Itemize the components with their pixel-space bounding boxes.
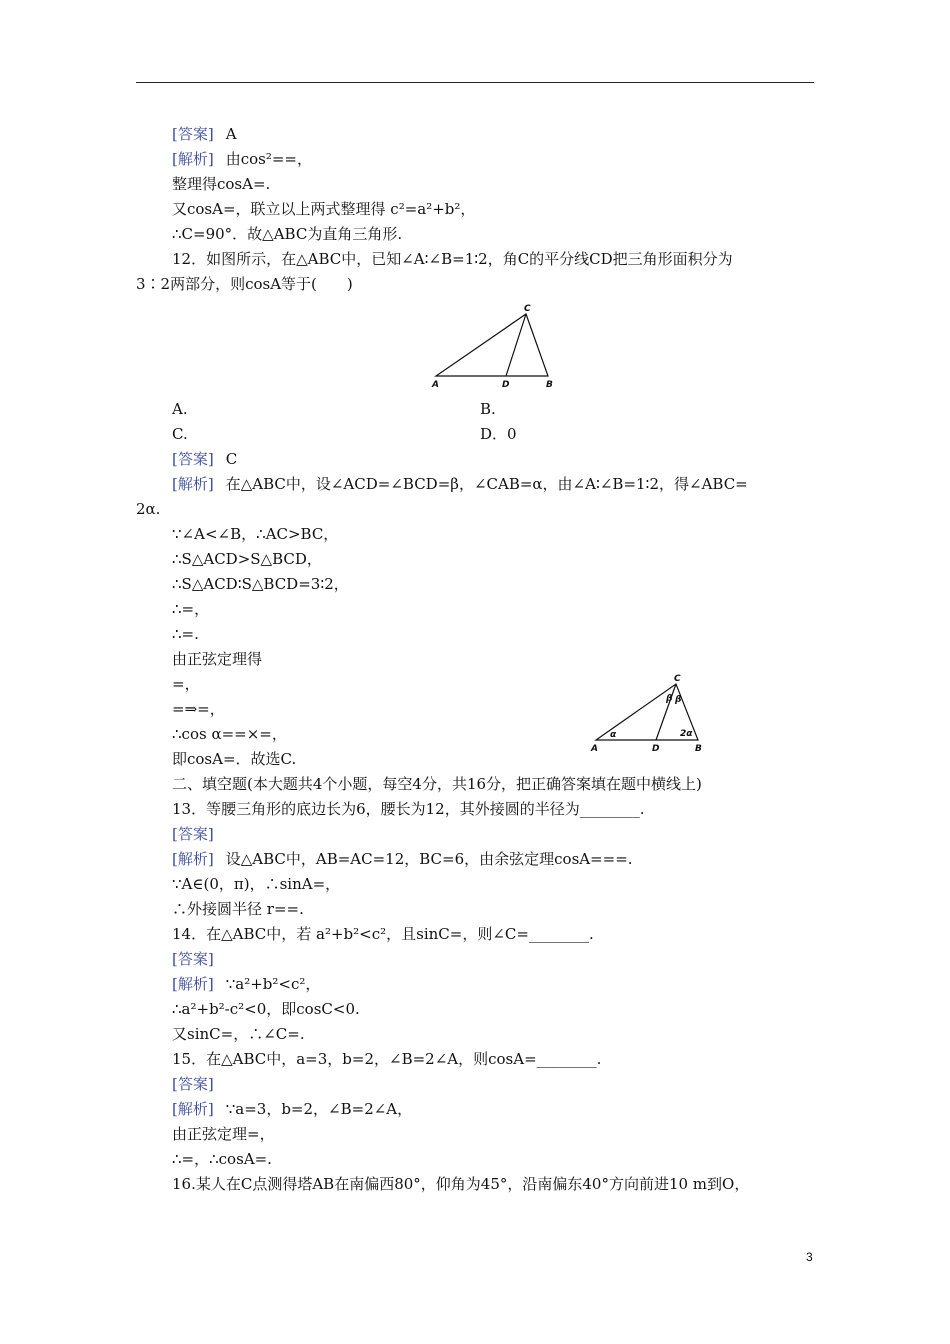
header-rule bbox=[136, 82, 814, 83]
analysis-line: [解析] 由cos²==， bbox=[172, 150, 312, 168]
text-line: ∴cos α==×=， bbox=[172, 725, 287, 743]
analysis-line: [解析] ∵a=3，b=2，∠B=2∠A， bbox=[172, 1100, 413, 1118]
text-line: ∵A∈(0，π)，∴sinA=， bbox=[172, 875, 341, 893]
question-16: 16.某人在C点测得塔AB在南偏西80°，仰角为45°，沿南偏东40°方向前进10 m到O， bbox=[172, 1175, 750, 1193]
question-13: 13．等腰三角形的底边长为6，腰长为12，其外接圆的半径为________. bbox=[172, 800, 645, 818]
triangle-figure-2 bbox=[588, 672, 712, 754]
text-line: 2α. bbox=[136, 500, 161, 518]
text-line: 整理得cosA=. bbox=[172, 175, 271, 193]
question-14: 14．在△ABC中，若 a²+b²<c²，且sinC=，则∠C=________. bbox=[172, 925, 594, 943]
label-B: B bbox=[546, 380, 553, 390]
text-line: ∴C=90°．故△ABC为直角三角形. bbox=[172, 225, 403, 243]
triangle-figure-1 bbox=[428, 300, 564, 392]
analysis-line: [解析] 设△ABC中，AB=AC=12，BC=6，由余弦定理cosA===. bbox=[172, 850, 633, 868]
text-line: =⇒=， bbox=[172, 700, 225, 718]
label-B: B bbox=[695, 744, 702, 754]
option-b: B. bbox=[480, 400, 496, 418]
question-15: 15．在△ABC中，a=3，b=2，∠B=2∠A，则cosA=________. bbox=[172, 1050, 602, 1068]
text-line: 又sinC=，∴∠C=. bbox=[172, 1025, 305, 1043]
analysis-line: [解析] ∵a²+b²<c²， bbox=[172, 975, 321, 993]
label-A: A bbox=[591, 744, 598, 754]
option-a: A. bbox=[172, 400, 188, 418]
text-line: =， bbox=[172, 675, 200, 693]
text-line: ∴=，∴cosA=. bbox=[172, 1150, 272, 1168]
text-line: ∴=. bbox=[172, 625, 199, 643]
text-line: ∴a²+b²-c²<0，即cosC<0. bbox=[172, 1000, 360, 1018]
label-D: D bbox=[652, 744, 660, 754]
text-line: ∴S△ACD>S△BCD， bbox=[172, 550, 322, 568]
analysis-line: [解析] 在△ABC中，设∠ACD=∠BCD=β，∠CAB=α，由∠A∶∠B=1∶2，得∠ABC= bbox=[172, 475, 748, 493]
label-C: C bbox=[524, 304, 531, 314]
label-A: A bbox=[432, 380, 439, 390]
text-line: ∵∠A<∠B，∴AC>BC， bbox=[172, 525, 339, 543]
text-line: 即cosA=．故选C. bbox=[172, 750, 297, 768]
answer-line: [答案] C bbox=[172, 450, 238, 468]
label-C: C bbox=[674, 674, 681, 684]
section-heading: 二、填空题(本大题共4个小题，每空4分，共16分，把正确答案填在题中横线上) bbox=[172, 775, 702, 793]
text-line: ∴=， bbox=[172, 600, 210, 618]
question-12: 12．如图所示，在△ABC中，已知∠A∶∠B=1∶2，角C的平分线CD把三角形面积分为 bbox=[172, 250, 733, 268]
answer-line: [答案] bbox=[172, 825, 214, 843]
text-line: 由正弦定理得 bbox=[172, 650, 263, 668]
answer-line: [答案] bbox=[172, 1075, 214, 1093]
text-line: ∴外接圆半径 r==. bbox=[172, 900, 304, 918]
option-d: D．0 bbox=[480, 425, 517, 443]
label-alpha: α bbox=[610, 730, 617, 740]
page-number: 3 bbox=[806, 1250, 813, 1264]
label-2alpha: 2α bbox=[680, 729, 693, 739]
label-beta-1: β bbox=[666, 694, 673, 704]
question-12-cont: 3∶2两部分，则cosA等于( ) bbox=[136, 275, 353, 293]
option-c: C. bbox=[172, 425, 188, 443]
answer-line: [答案] A bbox=[172, 125, 237, 143]
label-D: D bbox=[502, 380, 510, 390]
answer-line: [答案] bbox=[172, 950, 214, 968]
label-beta-2: β bbox=[675, 695, 682, 705]
text-line: 又cosA=，联立以上两式整理得 c²=a²+b²， bbox=[172, 200, 476, 218]
text-line: ∴S△ACD∶S△BCD=3∶2， bbox=[172, 575, 349, 593]
text-line: 由正弦定理=， bbox=[172, 1125, 275, 1143]
